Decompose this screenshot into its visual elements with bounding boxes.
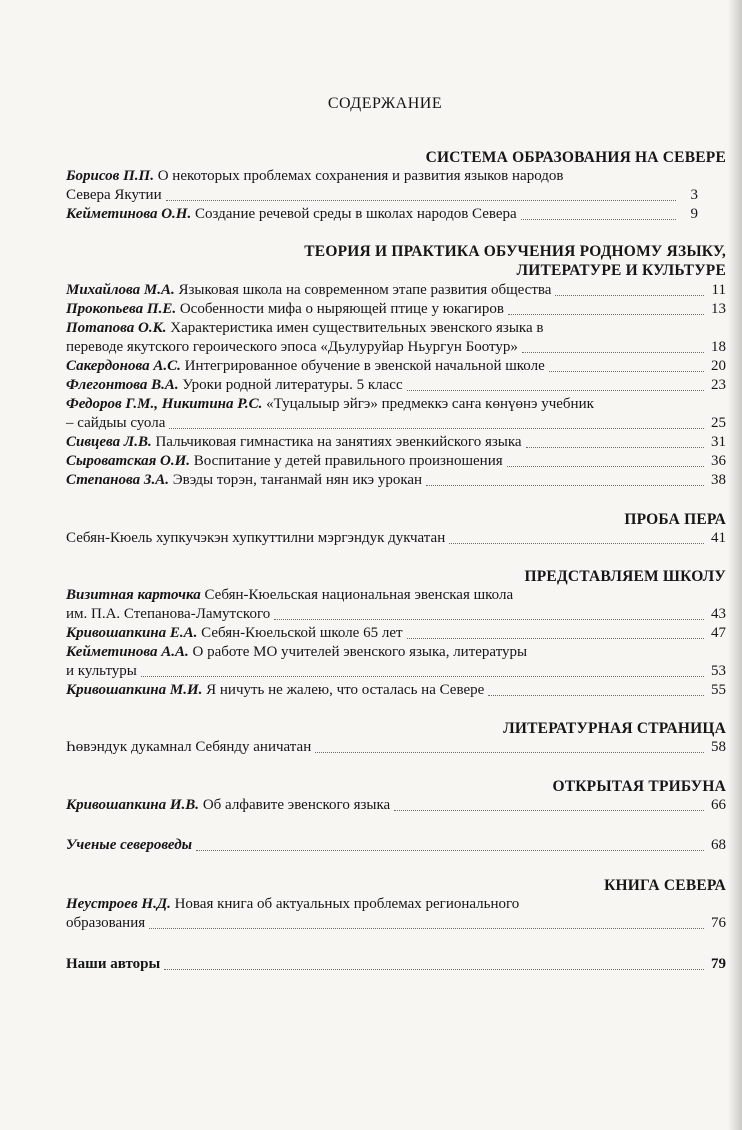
entry-author: Кривошапкина Е.А. — [66, 625, 198, 641]
section-heading: ЛИТЕРАТУРНАЯ СТРАНИЦА — [503, 720, 726, 737]
entry-page: 41 — [711, 530, 726, 546]
entry-page: 66 — [711, 797, 726, 813]
section-heading — [304, 242, 726, 280]
entry-title-cont: им. П.А. Степанова-Ламутского — [66, 606, 271, 622]
entry-author: Степанова З.А. — [66, 472, 170, 488]
section-heading: ОТКРЫТАЯ ТРИБУНА — [552, 778, 726, 795]
entry-author: Сыроватская О.И. — [66, 453, 191, 469]
entry-page: 23 — [711, 377, 726, 393]
entry-author: Флегонтова В.А. — [66, 377, 179, 393]
toc-entry[interactable] — [66, 836, 726, 855]
entry-author: Неустроев Н.Д. — [66, 896, 171, 912]
entry-title-cont: и культуры — [66, 663, 137, 679]
entry-page: 53 — [711, 663, 726, 679]
toc-entry[interactable] — [66, 895, 726, 933]
entry-page: 31 — [711, 434, 726, 450]
entry-page: 3 — [690, 187, 698, 203]
toc-entry[interactable] — [66, 205, 698, 224]
entry-title: Создание речевой среды в школах народов Севера — [194, 206, 517, 222]
entry-author: Михайлова М.А. — [66, 282, 175, 298]
leader-dots — [164, 969, 704, 970]
entry-title: Языковая школа на современном этапе развития общества — [178, 282, 552, 298]
leader-dots — [394, 810, 704, 811]
entry-author: Прокопьева П.Е. — [66, 301, 177, 317]
leader-dots — [407, 390, 704, 391]
entry-page: 13 — [711, 301, 726, 317]
section-heading: ПРЕДСТАВЛЯЕМ ШКОЛУ — [524, 568, 726, 585]
toc-entry[interactable] — [66, 433, 726, 452]
entry-author: Федоров Г.М., Никитина Р.С. — [66, 396, 263, 412]
toc-entry[interactable] — [66, 167, 698, 205]
leader-dots — [169, 428, 704, 429]
entry-page: 38 — [711, 472, 726, 488]
entry-title-cont: Севера Якутии — [66, 187, 162, 203]
entry-title: Себян-Кюельская национальная эвенская школа — [204, 587, 514, 603]
entry-author: Кейметинова А.А. — [66, 644, 189, 660]
entry-author: Ученые североведы — [66, 837, 193, 853]
entry-title: Интегрированное обучение в эвенской начальной школе — [184, 358, 545, 374]
leader-dots — [449, 543, 704, 544]
leader-dots — [549, 371, 704, 372]
entry-title: О работе МО учителей эвенского языка, литературы — [192, 644, 528, 660]
toc-entry[interactable] — [66, 319, 726, 357]
entry-title: Воспитание у детей правильного произношения — [193, 453, 503, 469]
entry-title-cont: – сайдыы суола — [66, 415, 166, 431]
section-heading: КНИГА СЕВЕРА — [604, 877, 726, 894]
toc-entry[interactable] — [66, 281, 726, 300]
entry-author: Борисов П.П. — [66, 168, 154, 184]
entry-page: 11 — [711, 282, 726, 298]
leader-dots — [274, 619, 704, 620]
entry-page: 76 — [711, 915, 726, 931]
leader-dots — [521, 219, 676, 220]
entry-page: 18 — [711, 339, 726, 355]
page-title: СОДЕРЖАНИЕ — [327, 95, 443, 112]
section-heading-line2: ЛИТЕРАТУРЕ И КУЛЬТУРЕ — [516, 262, 726, 279]
entry-page: 25 — [711, 415, 726, 431]
leader-dots — [315, 752, 704, 753]
entry-page: 79 — [711, 956, 726, 972]
section-heading: ПРОБА ПЕРА — [624, 511, 726, 528]
entry-page: 20 — [711, 358, 726, 374]
entry-author: Кривошапкина И.В. — [66, 797, 200, 813]
toc-entry[interactable] — [66, 681, 726, 700]
entry-title: Особенности мифа о ныряющей птице у юкагиров — [179, 301, 504, 317]
leader-dots — [149, 928, 704, 929]
entry-title: О некоторых проблемах сохранения и развития языков народов — [157, 168, 564, 184]
entry-title: Эвэды торэн, таҥанмай нян икэ урокан — [172, 472, 423, 488]
toc-entry[interactable] — [66, 955, 726, 974]
entry-title-cont: переводе якутского героического эпоса «Дьулуруйар Ньургун Боотур» — [66, 339, 518, 355]
entry-title: Себян-Кюель хупкучэкэн хупкуттилни мэргэндук дукчатан — [66, 530, 446, 546]
toc-entry[interactable] — [66, 643, 726, 681]
leader-dots — [141, 676, 704, 677]
toc-entry[interactable] — [66, 529, 726, 548]
leader-dots — [196, 850, 704, 851]
leader-dots — [508, 314, 704, 315]
entry-author: Сакердонова А.С. — [66, 358, 181, 374]
entry-author: Кривошапкина М.И. — [66, 682, 203, 698]
entry-page: 36 — [711, 453, 726, 469]
entry-author: Наши авторы — [66, 956, 161, 972]
entry-title: Характеристика имен существительных эвенского языка в — [170, 320, 544, 336]
toc-entry[interactable] — [66, 452, 726, 471]
section-heading: СИСТЕМА ОБРАЗОВАНИЯ НА СЕВЕРЕ — [425, 149, 726, 166]
entry-page: 43 — [711, 606, 726, 622]
entry-page: 55 — [711, 682, 726, 698]
leader-dots — [507, 466, 704, 467]
toc-entry[interactable] — [66, 738, 726, 757]
toc-entry[interactable] — [66, 796, 726, 815]
section-heading-line1: ТЕОРИЯ И ПРАКТИКА ОБУЧЕНИЯ РОДНОМУ ЯЗЫКУ, — [304, 243, 726, 260]
entry-title-cont: образования — [66, 915, 146, 931]
toc-entry[interactable] — [66, 624, 726, 643]
leader-dots — [407, 638, 704, 639]
leader-dots — [555, 295, 704, 296]
entry-title: Пальчиковая гимнастика на занятиях эвенкийского языка — [155, 434, 522, 450]
entry-title: Об алфавите эвенского языка — [202, 797, 391, 813]
entry-title: Уроки родной литературы. 5 класс — [182, 377, 403, 393]
entry-title: Һөвэндук дукамнал Себянду аничатан — [66, 739, 312, 755]
leader-dots — [522, 352, 704, 353]
entry-author: Кейметинова О.Н. — [66, 206, 192, 222]
toc-entry[interactable] — [66, 395, 726, 433]
entry-title: Новая книга об актуальных проблемах регионального — [174, 896, 520, 912]
toc-entry[interactable] — [66, 471, 726, 490]
page-edge-shadow — [728, 0, 742, 1130]
entry-author: Визитная карточка — [66, 587, 201, 603]
entry-title: Себян-Кюельской школе 65 лет — [201, 625, 403, 641]
toc-entry[interactable] — [66, 376, 726, 395]
entry-author: Потапова О.К. — [66, 320, 167, 336]
toc-entry[interactable] — [66, 586, 726, 624]
toc-entry[interactable] — [66, 357, 726, 376]
toc-entry[interactable] — [66, 300, 726, 319]
entry-title: Я ничуть не жалею, что осталась на Севере — [206, 682, 485, 698]
entry-title: «Туцалыыр эйгэ» предмеккэ саҥа көнүөнэ учебник — [266, 396, 594, 412]
entry-author: Сивцева Л.В. — [66, 434, 152, 450]
leader-dots — [426, 485, 704, 486]
entry-page: 47 — [711, 625, 726, 641]
entry-page: 9 — [690, 206, 698, 222]
leader-dots — [488, 695, 704, 696]
entry-page: 58 — [711, 739, 726, 755]
leader-dots — [166, 200, 676, 201]
leader-dots — [526, 447, 704, 448]
entry-page: 68 — [711, 837, 726, 853]
